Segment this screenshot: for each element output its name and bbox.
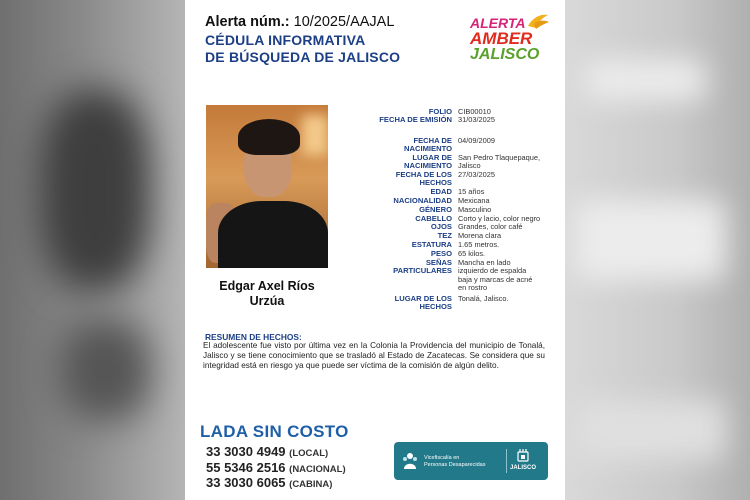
background-blur-shape <box>585 60 705 100</box>
vicefiscalia-text <box>424 455 485 468</box>
phone-number-row[interactable] <box>206 460 346 475</box>
person-name-line1: Edgar Axel Ríos <box>219 279 315 293</box>
logo-line-jalisco: JALISCO <box>470 46 540 63</box>
people-icon <box>402 452 418 470</box>
phone-type-label: (LOCAL) <box>289 448 329 459</box>
logo-line-amber: AMBER <box>470 29 533 48</box>
detail-value: baja y marcas de acné <box>458 274 533 284</box>
detail-label: OJOS <box>430 222 452 231</box>
photo-shirt <box>218 201 328 268</box>
detail-value: 31/03/2025 <box>458 115 495 124</box>
detail-label: FOLIO <box>428 107 452 116</box>
person-name-line2: Urzúa <box>249 294 285 308</box>
background-blur-shape <box>575 200 725 280</box>
detail-value: San Pedro Tlaquepaque, <box>458 153 541 162</box>
detail-value: en rostro <box>458 283 488 293</box>
detail-label: PARTICULARES <box>393 266 452 276</box>
phone-number[interactable]: 33 3030 4949 <box>206 444 286 459</box>
detail-value: Grandes, color café <box>458 222 523 231</box>
vicefiscalia-badge <box>394 442 548 480</box>
detail-label: LUGAR DE <box>412 153 452 162</box>
detail-label: ESTATURA <box>411 240 452 249</box>
logo-line-alerta: ALERTA <box>470 15 526 31</box>
amber-alert-logo <box>470 16 550 63</box>
toll-free-title: LADA SIN COSTO <box>200 422 349 441</box>
photo-hair <box>238 119 300 155</box>
summary-text: El adolescente fue visto por última vez en la Colonia la Providencia del municipio de Tonalá, Jalisco y se tiene conocimiento que se trasladó al Estado de Zacatecas. Se considera que su integridad está en riesgo ya que puede ser víctima de la comisión de algún delito. <box>203 341 545 370</box>
detail-label: NACIONALIDAD <box>393 196 452 205</box>
vicefiscalia-line1: Vicefiscalía en <box>424 455 460 461</box>
detail-value: Morena clara <box>458 231 502 240</box>
background-blur-shape <box>40 90 150 290</box>
phone-number[interactable]: 55 5346 2516 <box>206 460 286 475</box>
vicefiscalia-line2: Personas Desaparecidas <box>424 461 486 468</box>
bird-icon <box>526 12 550 32</box>
badge-divider <box>506 449 507 473</box>
detail-label: NACIMIENTO <box>404 161 452 171</box>
jalisco-label: JALISCO <box>510 465 537 471</box>
detail-value: Tonalá, Jalisco. <box>458 294 509 303</box>
detail-label: CABELLO <box>415 214 452 223</box>
detail-value: Jalisco <box>458 161 481 171</box>
detail-value: Corto y lacio, color negro <box>458 214 541 223</box>
jalisco-seal-icon <box>516 448 530 462</box>
detail-label: LUGAR DE LOS <box>394 294 452 303</box>
detail-label: SEÑAS <box>425 258 452 267</box>
detail-value: CIB00010 <box>458 107 491 116</box>
document-title-line1: CÉDULA INFORMATIVA <box>205 32 366 48</box>
summary-title: RESUMEN DE HECHOS: <box>205 332 302 342</box>
phone-type-label: (CABINA) <box>289 479 333 490</box>
detail-label: FECHA DE EMISIÓN <box>379 115 452 124</box>
detail-label: EDAD <box>430 187 452 196</box>
alert-number-line <box>205 14 394 30</box>
alert-number-label: Alerta núm.: <box>205 14 290 30</box>
document-title-line2: DE BÚSQUEDA DE JALISCO <box>205 49 401 65</box>
phone-number[interactable]: 33 3030 6065 <box>206 475 286 490</box>
detail-value: 15 años <box>458 187 485 196</box>
detail-label: FECHA DE LOS <box>395 170 452 179</box>
background-blur-shape <box>575 400 725 460</box>
detail-label: PESO <box>430 249 452 258</box>
photo-background-light <box>302 115 328 155</box>
alert-number-value: 10/2025/AAJAL <box>293 14 395 30</box>
detail-label: HECHOS <box>419 302 452 312</box>
detail-label: GÉNERO <box>419 205 452 214</box>
alert-poster <box>185 0 565 500</box>
background-right-blur <box>565 0 750 500</box>
phone-number-row[interactable] <box>206 444 328 459</box>
detail-value: Masculino <box>458 205 492 214</box>
detail-label: NACIMIENTO <box>404 144 452 154</box>
phone-type-label: (NACIONAL) <box>289 464 346 475</box>
detail-label: HECHOS <box>419 178 452 188</box>
detail-value: Mexicana <box>458 196 490 205</box>
missing-person-photo <box>206 105 328 268</box>
background-left-blur <box>0 0 185 500</box>
background-blur-shape <box>60 320 150 420</box>
detail-value: Mancha en lado <box>458 258 511 267</box>
detail-value: izquierdo de espalda <box>458 266 527 276</box>
detail-value: 27/03/2025 <box>458 170 495 179</box>
detail-value: 04/09/2009 <box>458 136 495 145</box>
detail-value: 65 kilos. <box>458 249 486 258</box>
detail-value: 1.65 metros. <box>458 240 500 249</box>
detail-label: TEZ <box>437 231 452 240</box>
phone-number-row[interactable] <box>206 475 332 490</box>
detail-label: FECHA DE <box>413 136 452 145</box>
